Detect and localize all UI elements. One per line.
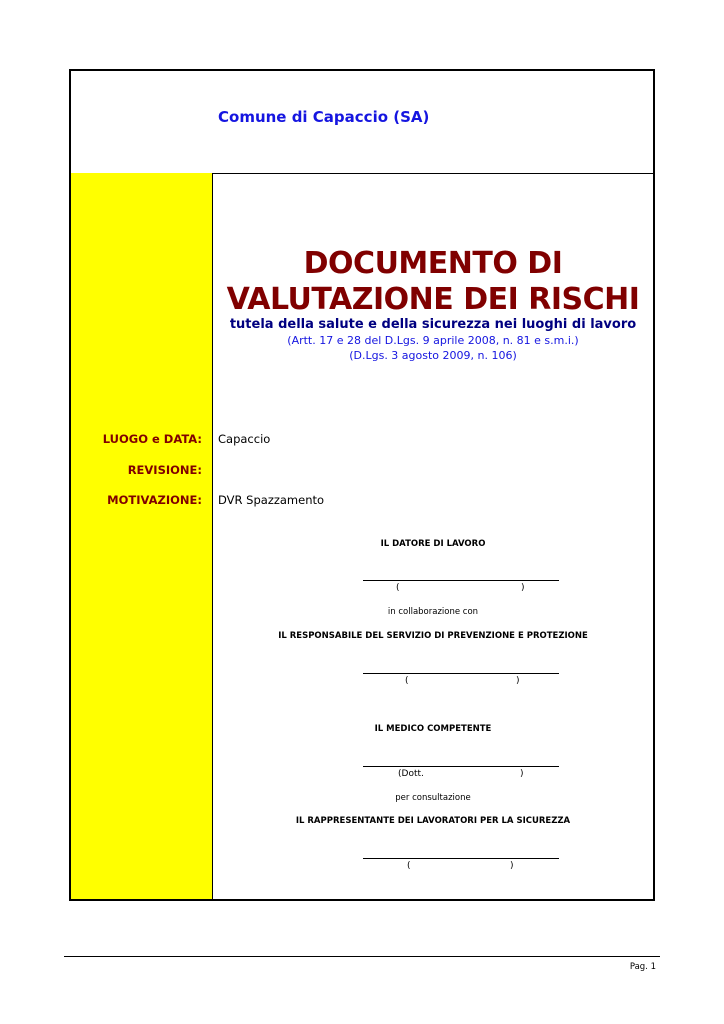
yellow-side-column: [71, 173, 213, 899]
employer-paren-open: (: [396, 583, 400, 593]
legal-reference-2: (D.Lgs. 3 agosto 2009, n. 106): [349, 349, 517, 362]
employer-signature-title: IL DATORE DI LAVORO: [380, 539, 486, 549]
doctor-paren-close: ): [520, 769, 524, 779]
employer-paren-close: ): [521, 583, 525, 593]
employer-signature-line: [363, 580, 559, 581]
document-title-line2: VALUTAZIONE DEI RISCHI: [226, 282, 640, 317]
rspp-paren-close: ): [516, 676, 520, 686]
footer-divider: [64, 956, 660, 957]
doctor-signature-line: [363, 766, 559, 767]
page-number: Pag. 1: [629, 962, 656, 972]
legal-reference-1: (Artt. 17 e 28 del D.Lgs. 9 aprile 2008, n. 81 e s.m.i.): [287, 334, 579, 347]
field-value-place-date: Capaccio: [218, 432, 271, 446]
doctor-paren-open: (Dott.: [398, 769, 424, 779]
collaboration-note: in collaborazione con: [387, 607, 479, 617]
header-row: [71, 71, 653, 174]
rls-paren-close: ): [510, 861, 514, 871]
field-value-motivation: DVR Spazzamento: [218, 493, 325, 507]
rls-signature-title: IL RAPPRESENTANTE DEI LAVORATORI PER LA SICUREZZA: [295, 816, 571, 826]
rls-signature-line: [363, 858, 559, 859]
consultation-note: per consultazione: [395, 793, 471, 803]
municipality-name: Comune di Capaccio (SA): [218, 108, 430, 126]
doctor-signature-title: IL MEDICO COMPETENTE: [374, 724, 492, 734]
rspp-paren-open: (: [405, 676, 409, 686]
rspp-signature-title: IL RESPONSABILE DEL SERVIZIO DI PREVENZIONE E PROTEZIONE: [278, 631, 588, 641]
field-label-motivation: MOTIVAZIONE:: [107, 493, 202, 507]
field-label-revision: REVISIONE:: [127, 463, 202, 477]
field-label-place-date: LUOGO e DATA:: [102, 432, 202, 446]
rspp-signature-line: [363, 673, 559, 674]
rls-paren-open: (: [407, 861, 411, 871]
cover-frame: [69, 69, 655, 901]
document-subtitle: tutela della salute e della sicurezza nei luoghi di lavoro: [229, 317, 637, 332]
document-title-line1: DOCUMENTO DI: [303, 246, 563, 281]
